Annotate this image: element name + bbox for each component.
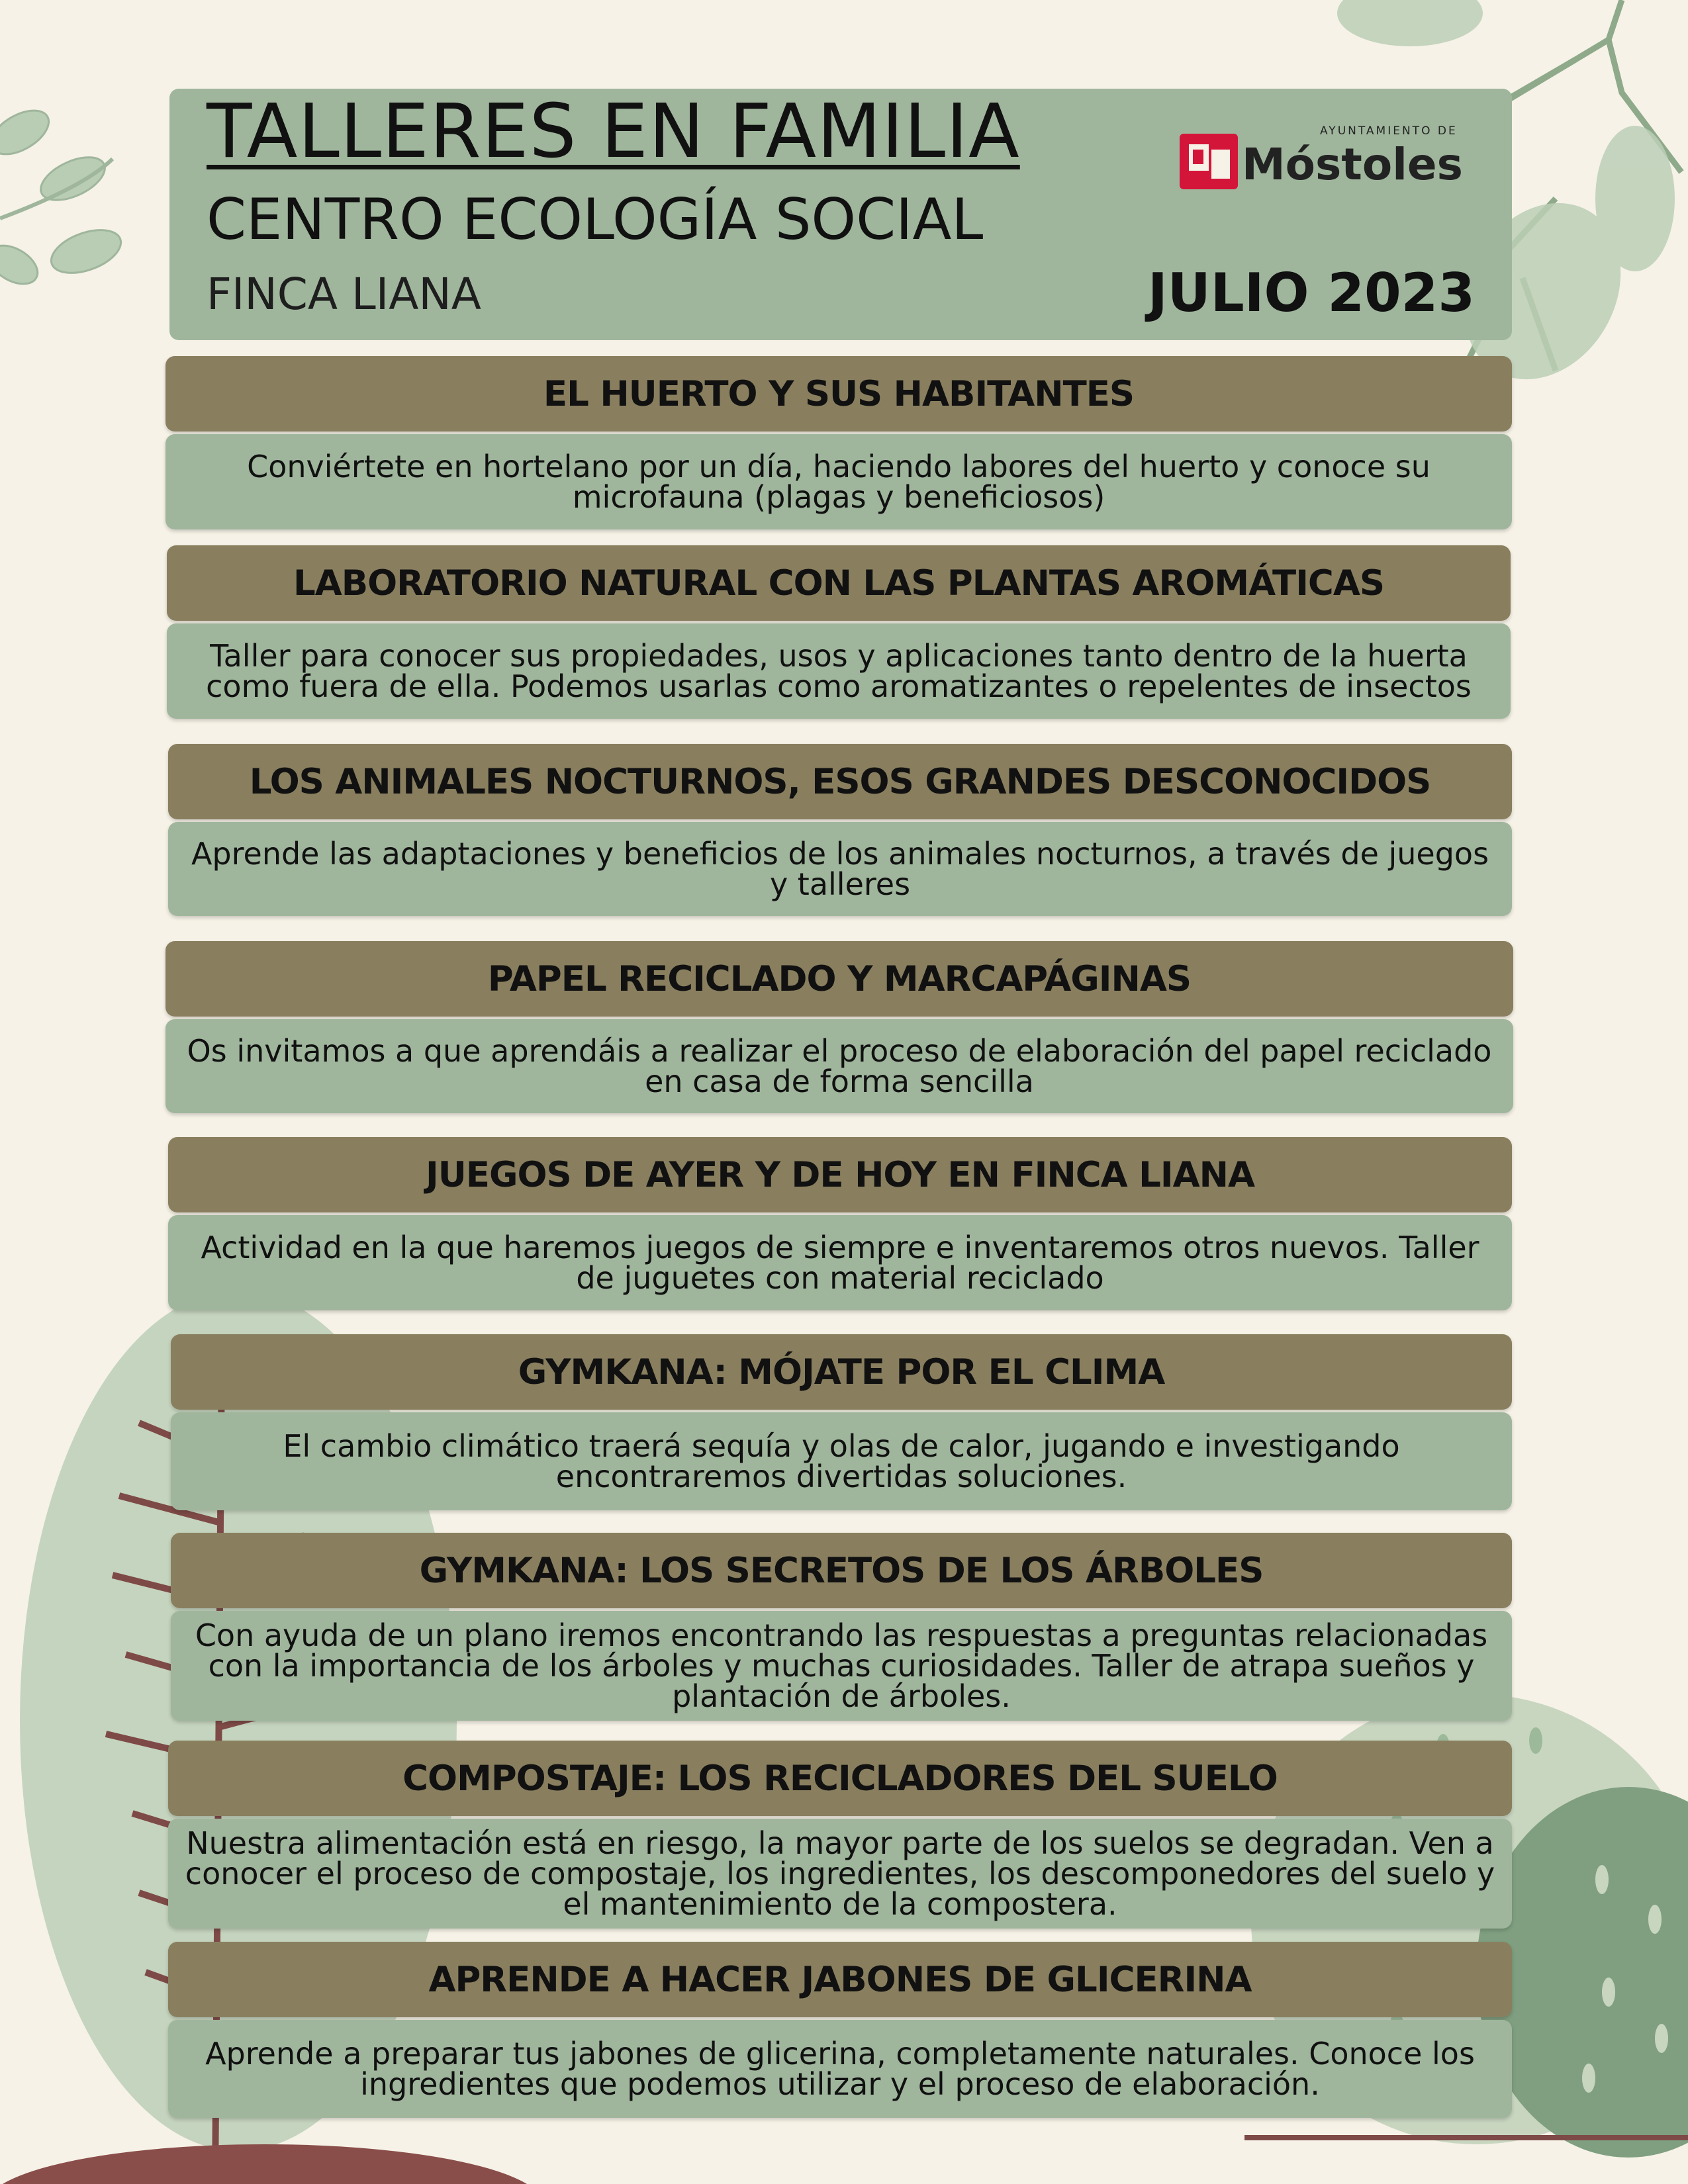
workshop-card	[167, 545, 1511, 720]
workshop-description: Nuestra alimentación está en riesgo, la mayor parte de los suelos se degradan. Ven a conocer el proceso de compostaje, los ingredientes, los descomponedores del suelo y el mantenimiento de la compostera.	[168, 1819, 1512, 1929]
logo-name: Móstoles	[1242, 139, 1463, 190]
workshop-description: Conviértete en hortelano por un día, haciendo labores del huerto y conoce su microfauna (plagas y beneficiosos)	[165, 434, 1512, 529]
page-title: TALLERES EN FAMILIA	[207, 89, 1020, 175]
workshop-title: JUEGOS DE AYER Y DE HOY EN FINCA LIANA	[168, 1137, 1512, 1212]
workshop-title: GYMKANA: LOS SECRETOS DE LOS ÁRBOLES	[171, 1533, 1512, 1608]
workshop-card	[171, 1533, 1512, 1725]
workshop-title: LABORATORIO NATURAL CON LAS PLANTAS AROMÁTICAS	[167, 545, 1511, 621]
mostoles-emblem-icon	[1177, 130, 1241, 193]
workshop-card	[171, 1334, 1512, 1514]
workshop-title: PAPEL RECICLADO Y MARCAPÁGINAS	[165, 941, 1513, 1017]
workshop-description: Aprende las adaptaciones y beneficios de los animales nocturnos, a través de juegos y talleres	[168, 822, 1512, 916]
workshop-title: COMPOSTAJE: LOS RECICLADORES DEL SUELO	[168, 1741, 1512, 1816]
workshop-title: GYMKANA: MÓJATE POR EL CLIMA	[171, 1334, 1512, 1410]
workshop-card	[165, 941, 1513, 1118]
workshop-card	[168, 1741, 1512, 1933]
header-panel	[169, 89, 1512, 340]
workshop-card	[168, 1137, 1512, 1316]
mostoles-logo	[1177, 124, 1481, 197]
workshop-title: EL HUERTO Y SUS HABITANTES	[165, 356, 1512, 432]
workshop-description: Actividad en la que haremos juegos de siempre e inventaremos otros nuevos. Taller de juguetes con material reciclado	[168, 1215, 1512, 1310]
workshop-description: El cambio climático traerá sequía y olas de calor, jugando e investigando encontraremos divertidas soluciones.	[171, 1412, 1512, 1510]
center-name: CENTRO ECOLOGÍA SOCIAL	[207, 187, 984, 253]
workshop-card	[168, 744, 1512, 923]
logo-small-text: AYUNTAMIENTO DE	[1320, 124, 1458, 138]
workshop-title: LOS ANIMALES NOCTURNOS, ESOS GRANDES DESCONOCIDOS	[168, 744, 1512, 819]
workshop-description: Os invitamos a que aprendáis a realizar el proceso de elaboración del papel reciclado en casa de forma sencilla	[165, 1019, 1513, 1113]
workshop-description: Taller para conocer sus propiedades, usos y aplicaciones tanto dentro de la huerta como fuera de ella. Podemos usarlas como aromatizantes o repelentes de insectos	[167, 623, 1511, 719]
place-name: FINCA LIANA	[207, 269, 481, 320]
workshop-description: Aprende a preparar tus jabones de glicerina, completamente naturales. Conoce los ingredientes que podemos utilizar y el proceso de elaboración.	[168, 2020, 1512, 2118]
month-date: JULIO 2023	[1148, 262, 1475, 324]
workshop-card	[165, 356, 1512, 529]
workshop-description: Con ayuda de un plano iremos encontrando las respuestas a preguntas relacionadas con la importancia de los árboles y muchas curiosidades. Taller de atrapa sueños y plantación de árboles.	[171, 1611, 1512, 1721]
workshop-title: APRENDE A HACER JABONES DE GLICERINA	[168, 1942, 1512, 2017]
workshop-card	[168, 1942, 1512, 2120]
top-left-leaves	[0, 101, 126, 291]
